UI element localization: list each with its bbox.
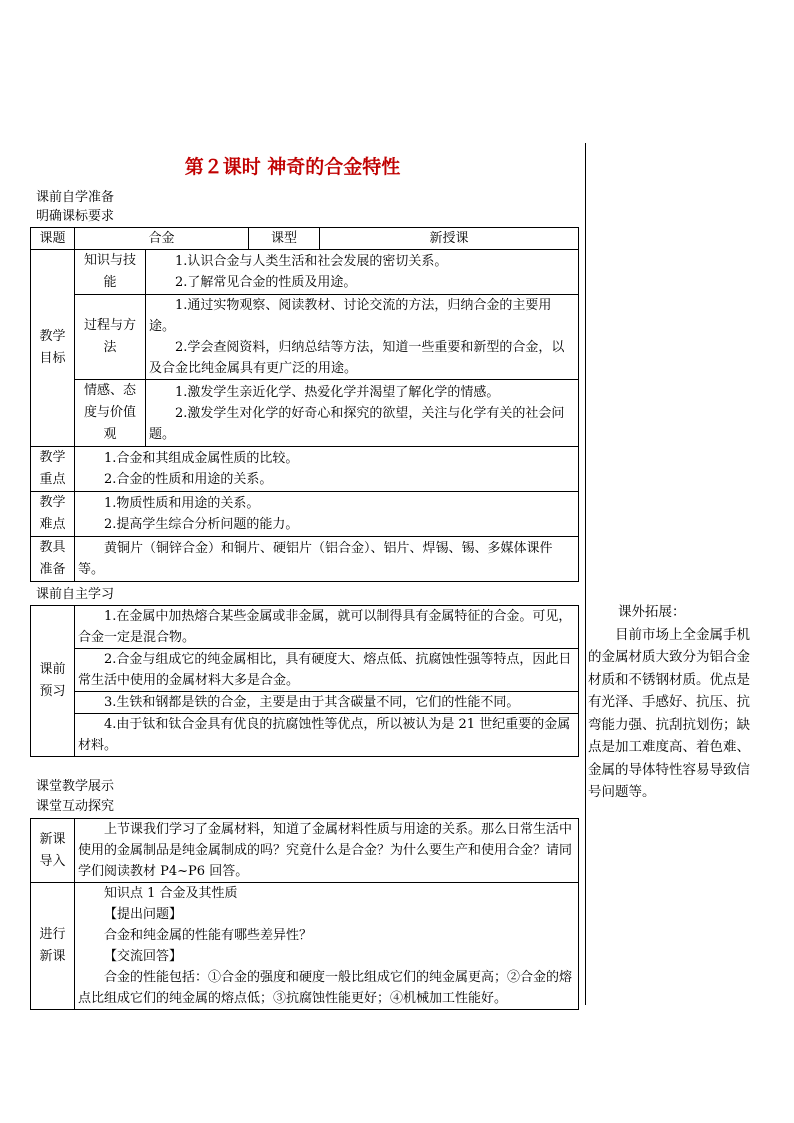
process-label: 过程与方法 [75, 295, 146, 380]
section-heading-explore: 课堂互动探究 [36, 799, 115, 814]
answer-text: 合金的性能包括：①合金的强度和硬度一般比组成它们的纯金属更高；②合金的熔点比组成它们的纯金属的熔点低；③抗腐蚀性能更好；④机械加工性能好。 [78, 970, 573, 1006]
process-item-2: 2.学会查阅资料，归纳总结等方法，知道一些重要和新型的合金，以及合金比纯金属具有更广泛的用途。 [149, 340, 565, 376]
lesson-plan-table [30, 227, 579, 582]
classroom-table [30, 818, 579, 1010]
preview-item-1: 1.在金属中加热熔合某些金属或非金属，就可以制得具有金属特征的合金。可见，合金一定是混合物。 [75, 606, 579, 649]
knowledge-point: 知识点 1 合金及其性质 [104, 886, 238, 901]
preview-item-4: 4.由于钛和钛合金具有优良的抗腐蚀性等优点，所以被认为是 21 世纪重要的金属材料。 [75, 714, 579, 757]
section-heading-pre-class: 课前自学准备 [36, 190, 115, 205]
emotion-item-2: 2.激发学生对化学的好奇心和探究的欲望，关注与化学有关的社会问题。 [149, 405, 565, 442]
topic-label: 课题 [31, 228, 75, 250]
intro-content: 上节课我们学习了金属材料，知道了金属材料性质与用途的关系。那么日常生活中使用的金属制品是纯金属制成的吗？究竟什么是合金？为什么要生产和使用合金？请同学们阅读教材 P4~P6 回答。 [75, 819, 579, 883]
question-text: 合金和纯金属的性能有哪些差异性？ [104, 928, 313, 943]
tools-content: 黄铜片（铜锌合金）和铜片、硬铝片（铝合金）、铝片、焊锡、锡、多媒体课件等。 [75, 537, 579, 582]
difficult-item-2: 2.提高学生综合分析问题的能力。 [104, 517, 299, 532]
extension-heading: 课外拓展： [618, 604, 686, 620]
process-content [146, 295, 579, 380]
section-heading-self-study: 课前自主学习 [36, 587, 115, 602]
key-item-1: 1.合金和其组成金属性质的比较。 [104, 451, 299, 466]
preview-item-2: 2.合金与组成它的纯金属相比，具有硬度大、熔点低、抗腐蚀性强等特点，因此日常生活中使用的金属材料大多是合金。 [75, 649, 579, 692]
column-divider [585, 143, 586, 1005]
section-heading-goals: 明确课标要求 [36, 209, 115, 224]
key-item-2: 2.合金的性质和用途的关系。 [104, 472, 273, 487]
tools-label: 教具准备 [31, 537, 75, 582]
process-item-1: 1.通过实物观察、阅读教材、讨论交流的方法，归纳合金的主要用途。 [149, 298, 552, 334]
knowledge-content [146, 250, 579, 295]
emotion-item-1: 1.激发学生亲近化学、热爱化学并渴望了解化学的情感。 [175, 384, 500, 400]
raise-question-heading: 【提出问题】 [104, 907, 183, 922]
new-lesson-label: 进行新课 [31, 883, 75, 1010]
knowledge-item-2: 2.了解常见合金的性质及用途。 [175, 275, 357, 290]
emotion-label: 情感、态度与价值观 [75, 380, 146, 447]
preview-label: 课前预习 [31, 606, 75, 757]
knowledge-label: 知识与技能 [75, 250, 146, 295]
difficult-label: 教学难点 [31, 492, 75, 537]
key-content [75, 447, 579, 492]
extension-sidebar [588, 601, 760, 804]
type-label: 课型 [249, 228, 320, 250]
answer-heading: 【交流回答】 [104, 949, 183, 964]
topic-value: 合金 [75, 228, 249, 250]
type-value: 新授课 [320, 228, 579, 250]
extension-body: 目前市场上全金属手机的金属材质大致分为铝合金材质和不锈钢材质。优点是有光泽、手感好、抗压、抗弯能力强、抗刮抗划伤；缺点是加工难度高、着色难、金属的导体特性容易导致信号问题等。 [588, 626, 750, 800]
preview-item-3: 3.生铁和钢都是铁的合金，主要是由于其含碳量不同，它们的性能不同。 [75, 692, 579, 714]
intro-label: 新课导入 [31, 819, 75, 883]
knowledge-item-1: 1.认识合金与人类生活和社会发展的密切关系。 [175, 254, 448, 269]
page-title: 第２课时 神奇的合金特性 [184, 156, 401, 178]
section-heading-display: 课堂教学展示 [36, 779, 115, 794]
new-lesson-content [75, 883, 579, 1010]
goal-label: 教学目标 [31, 250, 75, 447]
key-label: 教学重点 [31, 447, 75, 492]
difficult-content [75, 492, 579, 537]
emotion-content [146, 380, 579, 447]
difficult-item-1: 1.物质性质和用途的关系。 [104, 496, 260, 511]
preview-table [30, 605, 579, 757]
